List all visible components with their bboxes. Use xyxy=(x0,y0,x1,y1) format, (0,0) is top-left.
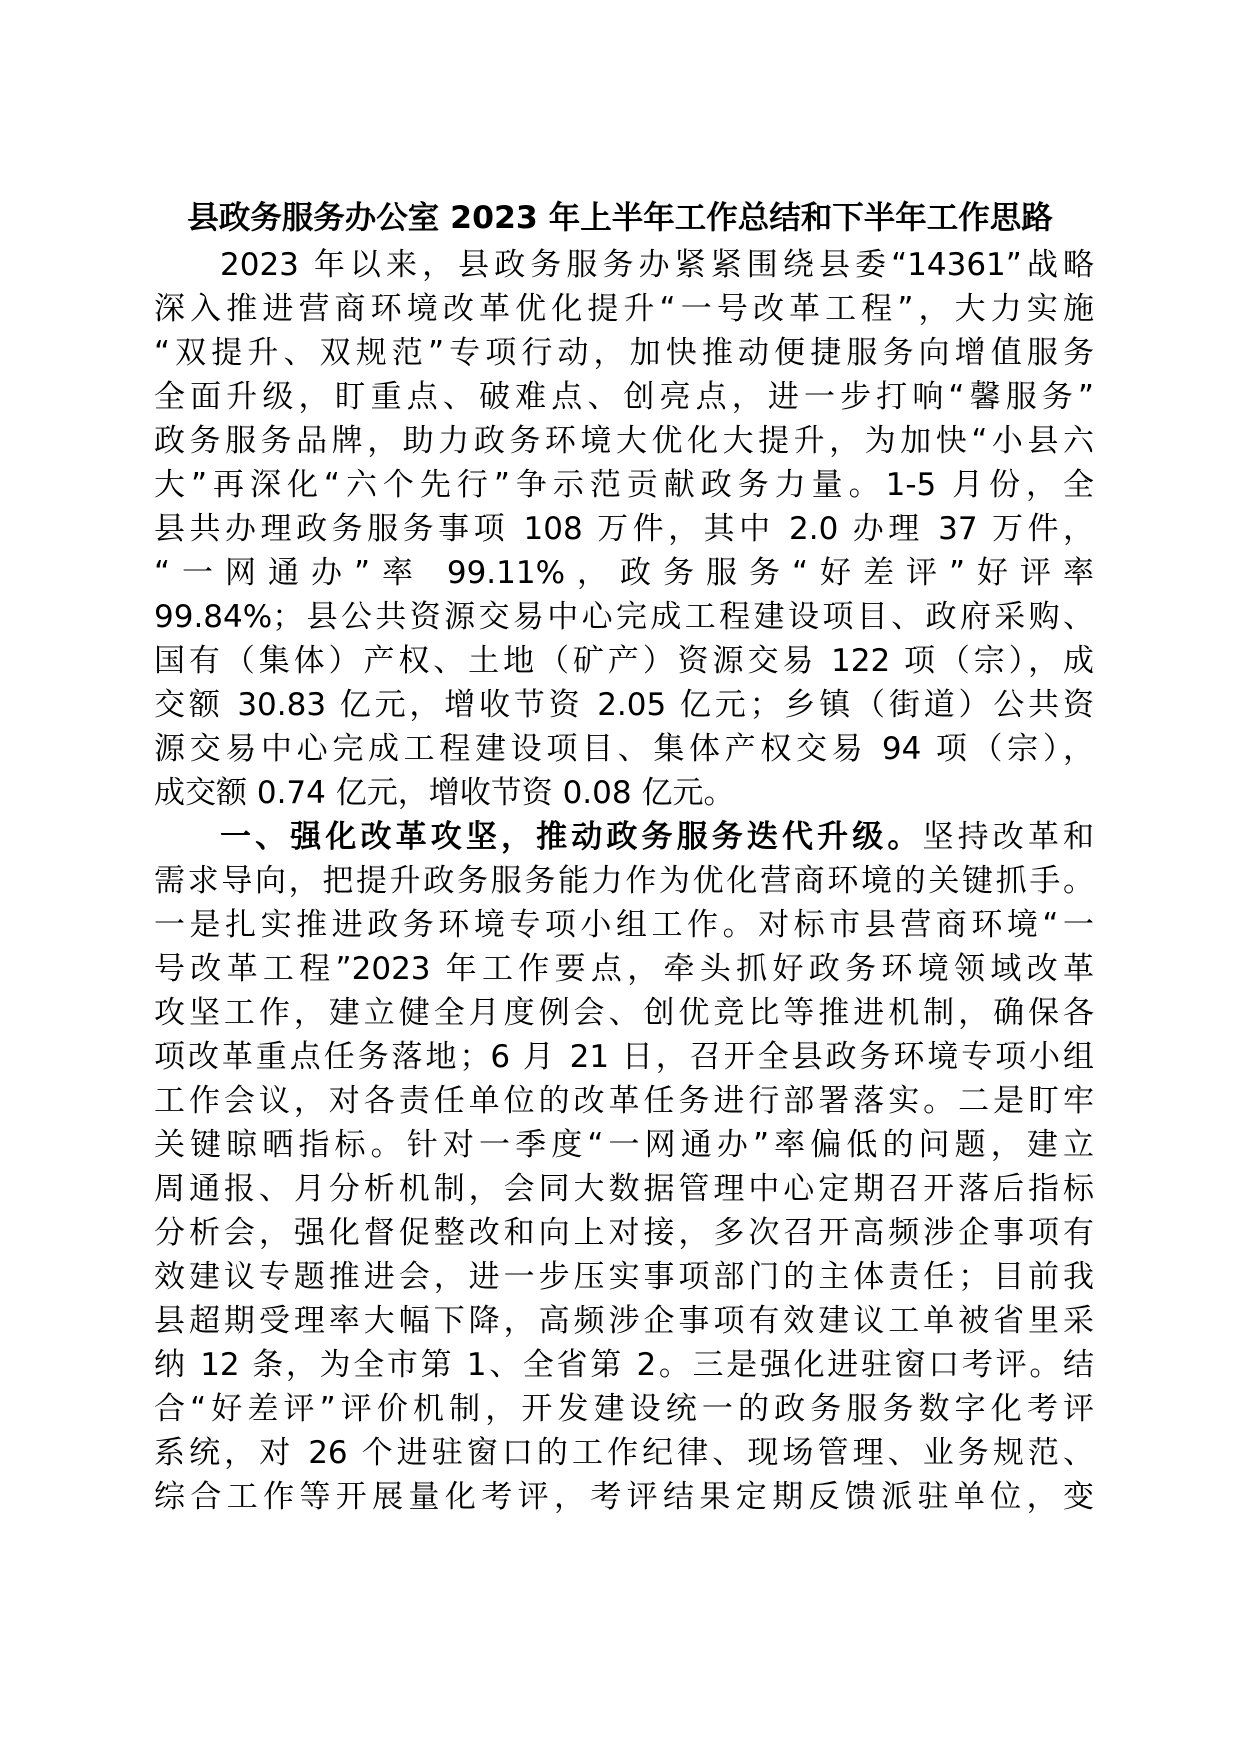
section-heading-line xyxy=(220,815,1094,859)
section-heading: 一、强化改革攻坚，推动政务服务迭代升级。 xyxy=(220,819,923,855)
paragraph-line: 合“好差评”评价机制，开发建设统一的政务服务数字化考评 xyxy=(154,1391,1094,1427)
paragraph-line: 项改革重点任务落地；6 月 21 日，召开全县政务环境专项小组 xyxy=(154,1039,1094,1075)
paragraph-line: 2023 年以来，县政务服务办紧紧围绕县委“14361”战略 xyxy=(220,247,1094,283)
paragraph-line: “一网通办”率 99.11%，政务服务“好差评”好评率 xyxy=(154,555,1094,591)
paragraph-line: 关键晾晒指标。针对一季度“一网通办”率偏低的问题，建立 xyxy=(154,1127,1094,1163)
paragraph-line: “双提升、双规范”专项行动，加快推动便捷服务向增值服务 xyxy=(154,335,1094,371)
paragraph-line: 周通报、月分析机制，会同大数据管理中心定期召开落后指标 xyxy=(154,1171,1094,1207)
paragraph-line: 纳 12 条，为全市第 1、全省第 2。三是强化进驻窗口考评。结 xyxy=(154,1347,1094,1383)
paragraph-line: 工作会议，对各责任单位的改革任务进行部署落实。二是盯牢 xyxy=(154,1083,1094,1119)
paragraph-line: 号改革工程”2023 年工作要点，牵头抓好政务环境领域改革 xyxy=(154,951,1094,987)
paragraph-line: 深入推进营商环境改革优化提升“一号改革工程”，大力实施 xyxy=(154,291,1094,327)
paragraph-line: 需求导向，把提升政务服务能力作为优化营商环境的关键抓手。 xyxy=(154,863,1094,899)
paragraph-line: 交额 30.83 亿元，增收节资 2.05 亿元；乡镇（街道）公共资 xyxy=(154,687,1094,723)
paragraph-line: 分析会，强化督促整改和向上对接，多次召开高频涉企事项有 xyxy=(154,1215,1094,1251)
paragraph-line: 系统，对 26 个进驻窗口的工作纪律、现场管理、业务规范、 xyxy=(154,1435,1094,1471)
paragraph-line: 成交额 0.74 亿元，增收节资 0.08 亿元。 xyxy=(154,775,735,811)
paragraph-line: 国有（集体）产权、土地（矿产）资源交易 122 项（宗），成 xyxy=(154,643,1094,679)
paragraph-line: 源交易中心完成工程建设项目、集体产权交易 94 项（宗）， xyxy=(154,731,1094,767)
paragraph-line: 效建议专题推进会，进一步压实事项部门的主体责任；目前我 xyxy=(154,1259,1094,1295)
paragraph-line: 99.84%；县公共资源交易中心完成工程建设项目、政府采购、 xyxy=(154,599,1094,635)
paragraph-line: 综合工作等开展量化考评，考评结果定期反馈派驻单位，变 xyxy=(154,1479,1094,1515)
paragraph-line: 全面升级，盯重点、破难点、创亮点，进一步打响“馨服务” xyxy=(154,379,1094,415)
paragraph-line: 大”再深化“六个先行”争示范贡献政务力量。1-5 月份，全 xyxy=(154,467,1094,503)
paragraph-line: 一是扎实推进政务环境专项小组工作。对标市县营商环境“一 xyxy=(154,907,1094,943)
paragraph-line: 县共办理政务服务事项 108 万件，其中 2.0 办理 37 万件， xyxy=(154,511,1094,547)
paragraph-line: 攻坚工作，建立健全月度例会、创优竞比等推进机制，确保各 xyxy=(154,995,1094,1031)
document-title: 县政务服务办公室 2023 年上半年工作总结和下半年工作思路 xyxy=(187,200,1053,236)
paragraph-line: 政务服务品牌，助力政务环境大优化大提升，为加快“小县六 xyxy=(154,423,1094,459)
section-heading-rest: 坚持改革和 xyxy=(922,819,1094,855)
paragraph-line: 县超期受理率大幅下降，高频涉企事项有效建议工单被省里采 xyxy=(154,1303,1094,1339)
